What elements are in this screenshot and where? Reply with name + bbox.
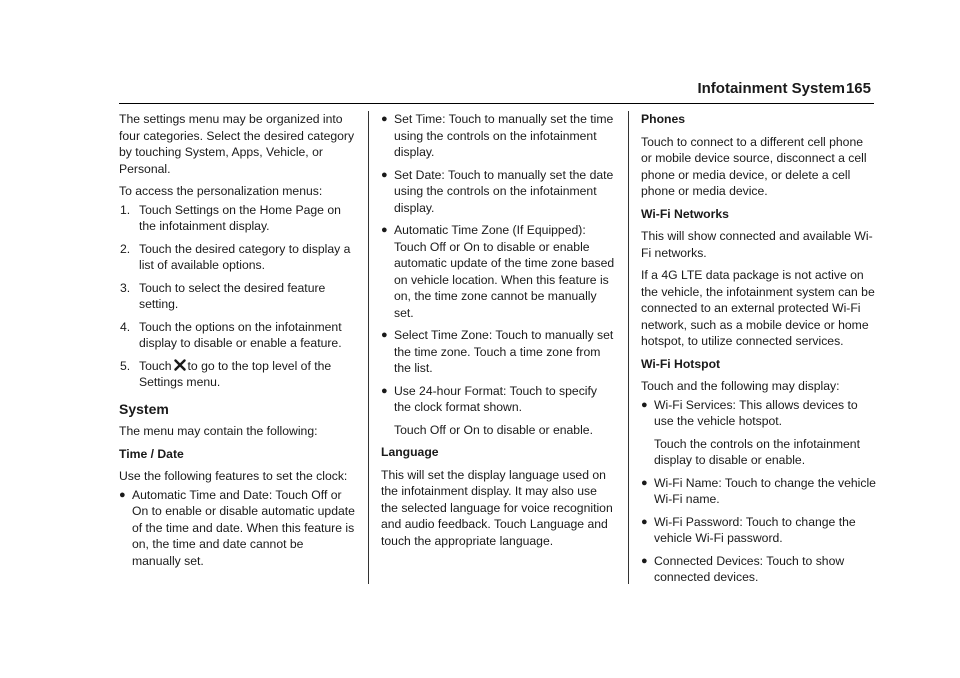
column-2: [381, 111, 617, 555]
phones-paragraph: Touch to connect to a different cell phone or mobile device source, disconnect a cell phone or media device, or delete a cell phone or media device.: [641, 134, 867, 198]
steps-list: [119, 202, 355, 391]
list-item: ● Set Time: Touch to manually set the time using the controls on the infotainment display.: [381, 112, 614, 159]
bullet-list: [641, 397, 877, 430]
sub-paragraph: Touch the controls on the infotainment display to disable or enable.: [654, 436, 860, 467]
list-item: ● Use 24-hour Format: Touch to specify the clock format shown.: [381, 383, 597, 414]
subhead-phones: Phones: [641, 112, 686, 126]
list-item: ● Automatic Time Zone (If Equipped): Touch Off or On to disable or enable automatic update of the time zone based on vehicle location. When this feature is on, the time zone cannot be manually set.: [381, 223, 615, 320]
page-header: [0, 80, 960, 104]
subhead-language: Language: [381, 445, 439, 459]
list-item: ● Wi-Fi Services: This allows devices to use the vehicle hotspot.: [641, 397, 858, 428]
step-item: 1. Touch Settings on the Home Page on the infotainment display.: [120, 202, 341, 233]
sub-paragraph: Touch Off or On to disable or enable.: [394, 422, 593, 437]
step-item: 4. Touch the options on the infotainment display to disable or enable a feature.: [120, 319, 342, 350]
language-paragraph: This will set the display language used on the infotainment display. It may also use the selected language for voice recognition and audio feedback. Touch Language and touch the appropriate language.: [381, 467, 613, 548]
close-x-icon: [174, 359, 186, 371]
list-item: ● Select Time Zone: Touch to manually set the time zone. Touch a time zone from the list.: [381, 328, 614, 375]
wifi-networks-paragraph: This will show connected and available Wi-Fi networks.: [641, 229, 873, 260]
list-item: ● Automatic Time and Date: Touch Off or On to enable or disable automatic update of the time and date. When this feature is on, the time and date cannot be manually set.: [119, 487, 355, 568]
list-item: ● Connected Devices: Touch to show connected devices.: [641, 553, 845, 584]
column-divider-2: [628, 111, 629, 584]
list-item: ● Wi-Fi Password: Touch to change the vehicle Wi-Fi password.: [641, 514, 856, 545]
section-title-system: System: [119, 400, 169, 417]
bullet-list: [381, 111, 617, 416]
subhead-time-date: Time / Date: [119, 446, 184, 461]
column-1: [119, 111, 355, 575]
subhead-wifi-hotspot: Wi-Fi Hotspot: [641, 356, 721, 371]
hotspot-paragraph: Touch and the following may display:: [641, 379, 840, 393]
intro-paragraph: The settings menu may be organized into four categories. Select the desired category by touching System, Apps, Vehicle, or Personal.: [119, 112, 355, 176]
column-divider-1: [368, 111, 369, 584]
bullet-list: [641, 475, 877, 586]
step-item: 3. Touch to select the desired feature setting.: [120, 280, 326, 311]
list-item: ● Wi-Fi Name: Touch to change the vehicle Wi-Fi name.: [641, 475, 876, 506]
menu-contains-paragraph: The menu may contain the following:: [119, 424, 318, 438]
header-title: Infotainment System: [697, 80, 845, 97]
clock-paragraph: Use the following features to set the clock:: [119, 469, 348, 483]
page-number: 165: [845, 80, 871, 97]
wifi-networks-paragraph-2: If a 4G LTE data package is not active on the vehicle, the infotainment system can be connected to an external protected Wi-Fi network, such as a mobile device or home hotspot, to utilize connected services.: [641, 268, 875, 348]
step-item: 5. Touch to go to the top level of the Settings menu.: [120, 358, 332, 389]
list-item: ● Set Date: Touch to manually set the date using the controls on the infotainment display.: [381, 167, 614, 215]
header-rule: [119, 103, 874, 104]
column-3: [641, 111, 877, 592]
bullet-list: [119, 487, 355, 570]
access-paragraph: To access the personalization menus:: [119, 184, 323, 198]
subhead-wifi-networks: Wi-Fi Networks: [641, 206, 729, 221]
step-item: 2. Touch the desired category to display a list of available options.: [120, 241, 351, 272]
